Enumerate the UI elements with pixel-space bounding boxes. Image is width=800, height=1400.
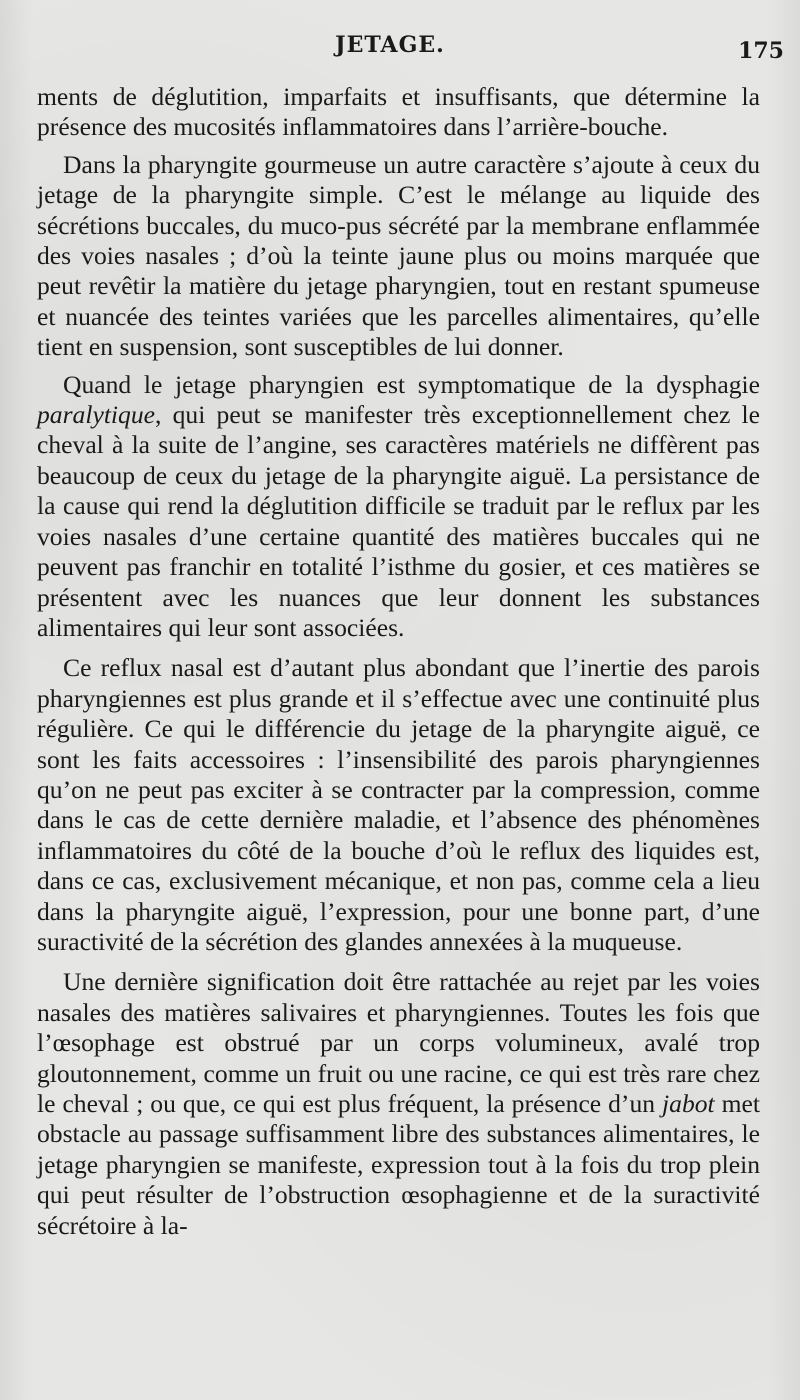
paragraph-text: , qui peut se manifester très exceptionnellement chez le cheval à la suite de l’angine, ses caractères matériels ne diffèrent pas beaucoup de ceux du jetage de la pharyngite aiguë. La persistance de la cause qui rend la déglutition difficile se traduit par le reflux par les voies nasales d’une certaine quantité des matières buccales qui ne peuvent pas franchir en totalité l’isthme du gosier, et ces matières se présentent avec les nuances que leur donnent les substances alimentaires qui leur sont associées. xyxy=(37,400,760,642)
paragraph-dysphagie-paralytique xyxy=(37,370,760,644)
paragraph-text: Une dernière signification doit être rattachée au rejet par les voies nasales des matières salivaires et pharyngiennes. Toutes les fois que l’œsophage est obstrué par un corps volumineux, avalé trop gloutonnement, comme un fruit ou une racine, ce qui est très rare chez le cheval ; ou que, ce qui est plus fréquent, la présence d’un xyxy=(37,967,760,1118)
running-title: JETAGE. xyxy=(335,32,445,58)
running-head xyxy=(0,30,800,66)
body-text xyxy=(37,82,760,1241)
paragraph-text: met obstacle au passage suffisamment libre des substances alimentaires, le jetage pharyngien se manifeste, expression tout à la fois du trop plein qui peut résulter de l’obstruction œsophagienne et de la suractivité sécrétoire à la- xyxy=(37,1089,761,1240)
paragraph-reflux-nasal: Ce reflux nasal est d’autant plus abondant que l’inertie des parois pharyngiennes est plus grande et il s’effectue avec une continuité plus régulière. Ce qui le différencie du jetage de la pharyngite aiguë, ce sont les faits accessoires : l’insensibilité des parois pharyngiennes qu’on ne peut pas exciter à se contracter par la compression, comme dans le cas de cette dernière maladie, et l’absence des phénomènes inflammatoires du côté de la bouche d’où le reflux des liquides est, dans ce cas, exclusivement mécanique, et non pas, comme cela a lieu dans la pharyngite aiguë, l’expression, pour une bonne part, d’une suractivité de la sécrétion des glandes annexées à la muqueuse. xyxy=(37,653,760,956)
paragraph-pharyngite-gourmeuse: Dans la pharyngite gourmeuse un autre caractère s’ajoute à ceux du jetage de la pharyngite simple. C’est le mélange au liquide des sécrétions buccales, du muco-pus sécrété par la membrane enflammée des voies nasales ; d’où la teinte jaune plus ou moins marquée que peut revêtir la matière du jetage pharyngien, tout en restant spumeuse et nuancée des teintes variées que les parcelles alimentaires, qu’elle tient en suspension, sont susceptibles de lui donner. xyxy=(37,149,760,362)
emphasis-jabot: jabot xyxy=(662,1089,715,1118)
paragraph-text: Quand le jetage pharyngien est symptomatique de la dysphagie xyxy=(63,369,760,399)
emphasis-paralytique: paralytique xyxy=(37,400,155,430)
page-number: 175 xyxy=(738,38,784,64)
paragraph-derniere-signification xyxy=(37,967,760,1241)
paragraph-continuation: ments de déglutition, imparfaits et insuffisants, que détermine la présence des mucosités inflammatoires dans l’arrière-bouche. xyxy=(37,82,760,142)
